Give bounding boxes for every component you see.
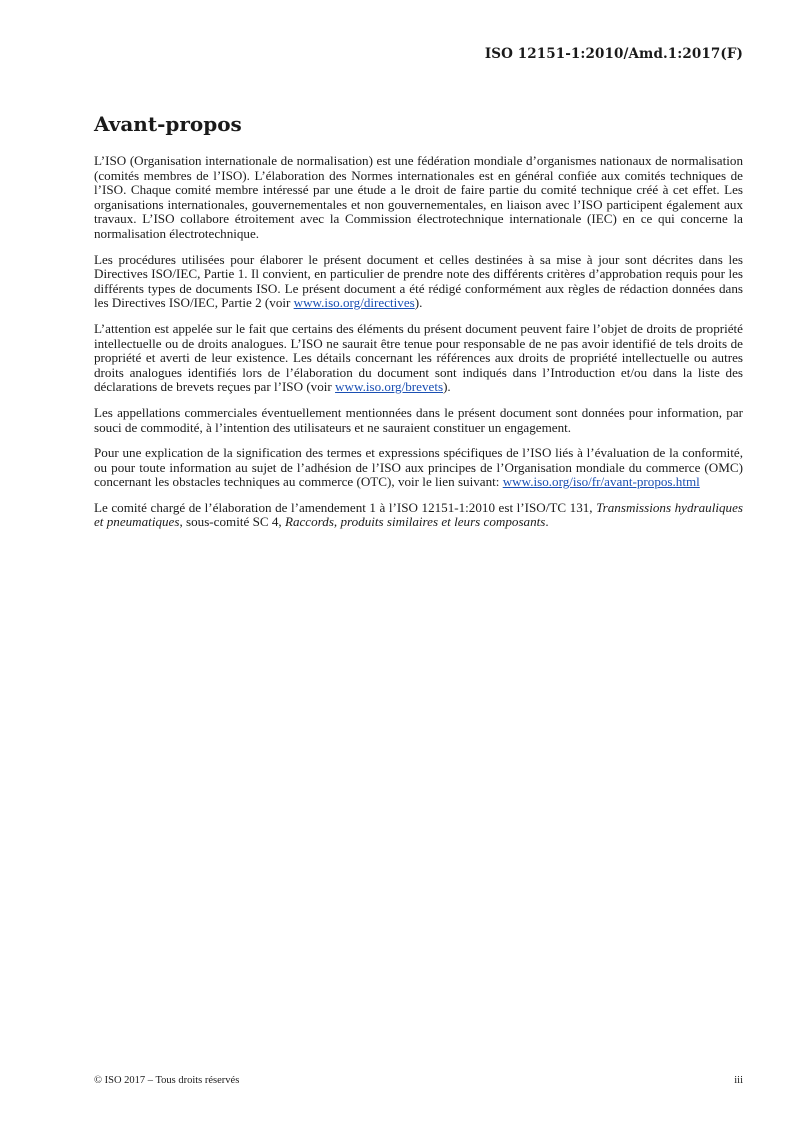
foreword-body (94, 154, 743, 541)
paragraph-procedures-end: ). (414, 295, 423, 311)
paragraph-iso-organisation: L’ISO (Organisation internationale de normalisation) est une fédération mondiale d’organismes nationaux de normalisation (comités membres de l’ISO). L’élaboration des Normes internationales est en général confiée aux comités techniques de l’ISO. Chaque comité membre intéressé par une étude a le droit de faire partie du comité technique créé à cet effet. Les organisations internationales, gouvernementales et non gouvernementales, en liaison avec l’ISO participent également aux travaux. L’ISO collabore étroitement avec la Commission électrotechnique internationale (IEC) en ce qui concerne la normalisation électrotechnique. (94, 153, 743, 241)
document-id-header: ISO 12151-1:2010/Amd.1:2017(F) (484, 46, 743, 62)
paragraph-patents (94, 322, 743, 395)
paragraph-procedures-text: Les procédures utilisées pour élaborer le présent document et celles destinées à sa mise à jour sont décrites dans les Directives ISO/IEC, Partie 1. Il convient, en particulier de prendre note des différents critères d’approbation requis pour les différents types de documents ISO. Le présent document a été rédigé conformément aux règles de rédaction données dans les Directives ISO/IEC, Partie 2 (voir (94, 251, 743, 311)
subcommittee-title: Raccords, produits similaires et leurs composants (284, 514, 546, 530)
foreword-link[interactable]: www.iso.org/iso/fr/avant-propos.html (502, 474, 700, 490)
directives-link[interactable]: www.iso.org/directives (293, 295, 415, 311)
paragraph-trade-names: Les appellations commerciales éventuellement mentionnées dans le présent document sont données pour information, par souci de commodité, à l’intention des utilisateurs et ne sauraient constituer un engagement. (94, 404, 743, 435)
paragraph-patents-text: L’attention est appelée sur le fait que certains des éléments du présent document peuvent faire l’objet de droits de propriété intellectuelle ou de droits analogues. L’ISO ne saurait être tenue pour responsable de ne pas avoir identifié de tels droits de propriété et averti de leur existence. Les détails concernant les références aux droits de propriété intellectuelle ou autres droits analogues identifiés lors de l’élaboration du document sont indiqués dans l’Introduction et/ou dans la liste des déclarations de brevets reçues par l’ISO (voir (94, 320, 743, 395)
page-title: Avant-propos (94, 112, 242, 136)
paragraph-conformity-text: Pour une explication de la signification des termes et expressions spécifiques de l’ISO liés à l’évaluation de la conformité, ou pour toute information au sujet de l’adhésion de l’ISO aux principes de l’Organisation mondiale du commerce (OMC) concernant les obstacles techniques au commerce (OTC), voir le lien suivant: (94, 445, 743, 490)
paragraph-committee (94, 501, 743, 530)
committee-title: Transmissions hydrauliques et pneumatiques (94, 499, 743, 530)
patents-link[interactable]: www.iso.org/brevets (335, 379, 444, 395)
committee-text-1: Le comité chargé de l’élaboration de l’amendement 1 à l’ISO 12151-1:2010 est l’ISO/TC 131, (94, 499, 597, 515)
committee-text-2: , sous-comité SC 4, (179, 514, 285, 530)
paragraph-procedures (94, 253, 743, 311)
copyright-notice: © ISO 2017 – Tous droits réservés (94, 1075, 240, 1086)
paragraph-patents-end: ). (443, 379, 451, 395)
page-number: iii (734, 1075, 743, 1086)
paragraph-conformity (94, 446, 743, 490)
committee-text-3: . (545, 514, 549, 530)
